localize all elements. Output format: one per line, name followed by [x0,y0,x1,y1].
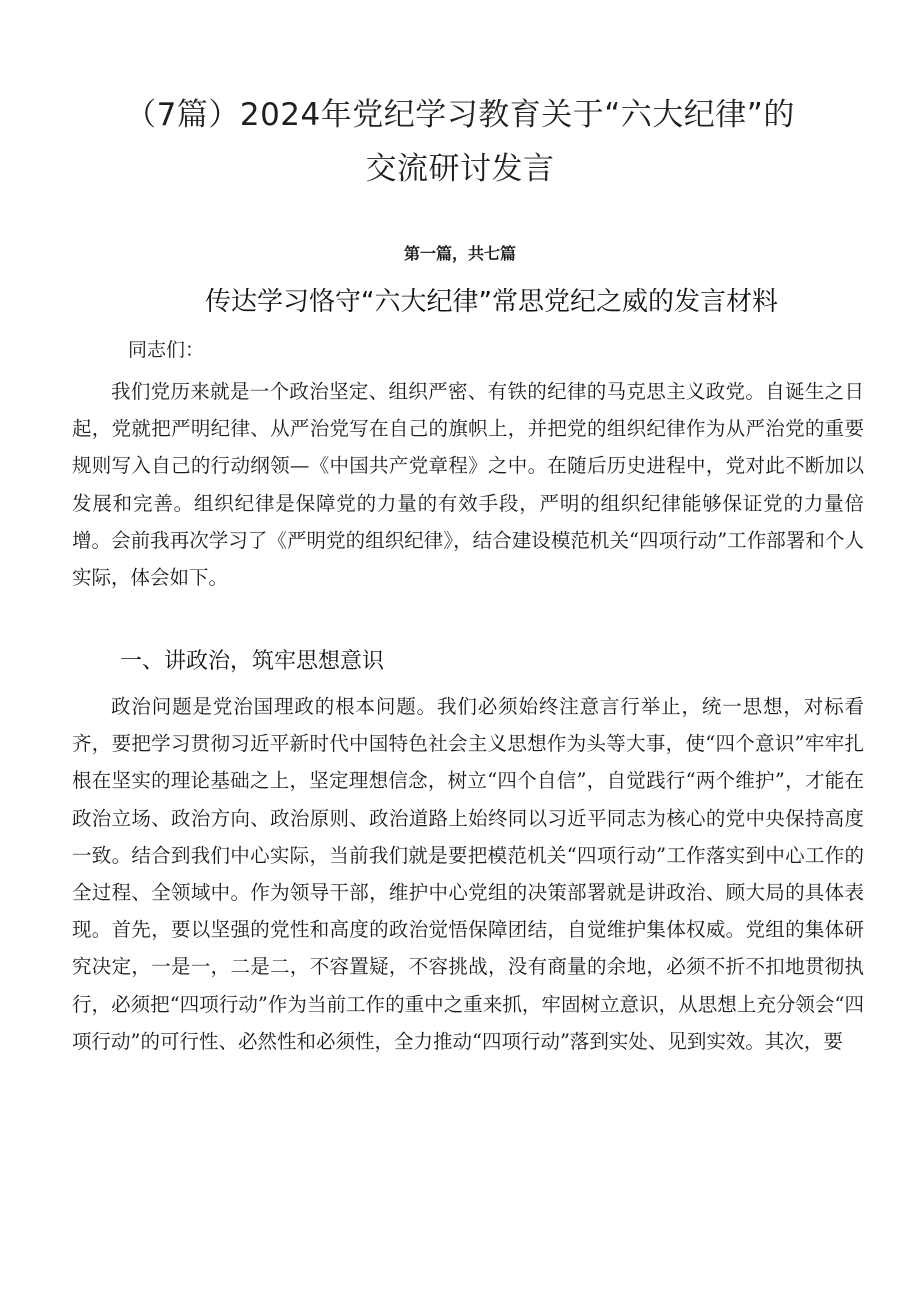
section-number: 第一篇，共七篇 [403,244,516,263]
section-heading-1: 一、讲政治，筑牢思想意识 [120,649,385,674]
document-title-line-2: 交流研讨发言 [365,151,555,187]
body-paragraph-2: 政治问题是党治国理政的根本问题。我们必须始终注意言行举止，统一思想，对标看齐，要把学习贯彻习近平新时代中国特色社会主义思想作为头等大事，使“四个意识”牢牢扎根在坚实的理论基础之上，坚定理想信念，树立“四个自信”，自觉践行“两个维护”，才能在政治立场、政治方向、政治原则、政治道路上始终同以习近平同志为核心的党中央保持高度一致。结合到我们中心实际，当前我们就是要把模范机关“四项行动”工作落实到中心工作的全过程、全领域中。作为领导干部，维护中心党组的决策部署就是讲政治、顾大局的具体表现。首先，要以坚强的党性和高度的政治觉悟保障团结，自觉维护集体权威。党组的集体研究决定，一是一，二是二，不容置疑，不容挑战，没有商量的余地，必须不折不扣地贯彻执行，必须把“四项行动”作为当前工作的重中之重来抓，牢固树立意识，从思想上充分领会“四项行动”的可行性、必然性和必须性，全力推动“四项行动”落到实处、见到实效。其次，要 [72,695,864,1053]
document-title [80,88,840,196]
article-title: 传达学习恪守“六大纪律”常思党纪之威的发言材料 [205,287,778,317]
body-paragraph-1: 我们党历来就是一个政治坚定、组织严密、有铁的纪律的马克思主义政党。自诞生之日起，党就把严明纪律、从严治党写在自己的旗帜上，并把党的组织纪律作为从严治党的重要规则写入自己的行动纲领—《中国共产党章程》之中。在随后历史进程中，党对此不断加以发展和完善。组织纪律是保障党的力量的有效手段，严明的组织纪律能够保证党的力量倍增。会前我再次学习了《严明党的组织纪律》，结合建设模范机关“四项行动”工作部署和个人实际，体会如下。 [72,380,864,590]
salutation: 同志们： [128,339,205,361]
document-title-line-1: （7篇）2024年党纪学习教育关于“六大纪律”的 [125,97,795,133]
